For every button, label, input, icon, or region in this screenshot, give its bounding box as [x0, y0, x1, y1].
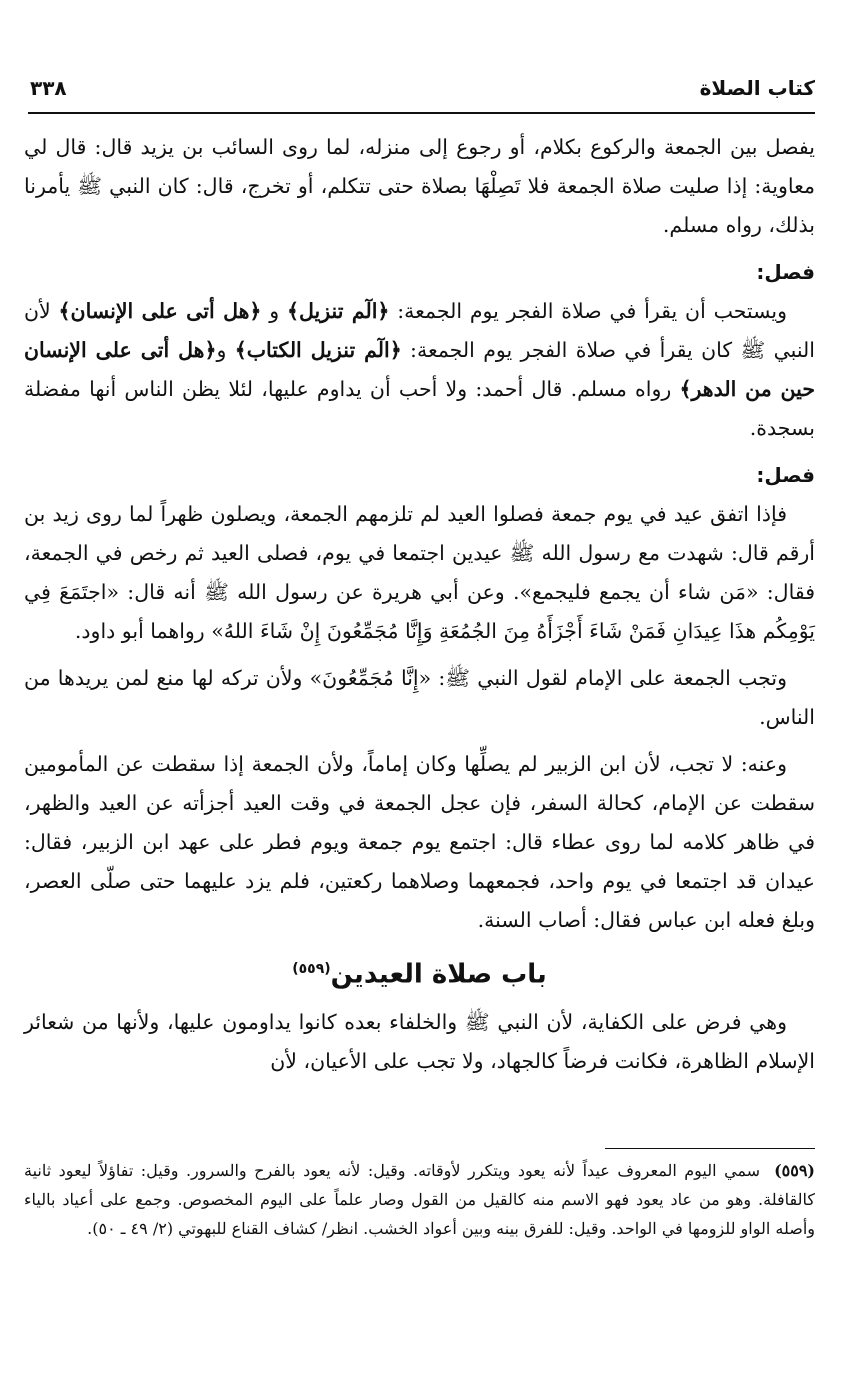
p2-part-e: و: [216, 338, 235, 362]
p2-part-d: لأن النبي ﷺ كان يقرأ في صلاة الفجر يوم الجمعة:: [24, 299, 815, 362]
paragraph-1: يفصل بين الجمعة والركوع بكلام، أو رجوع إلى منزله، لما روى السائب بن يزيد قال: قال لي معاوية: إذا صليت صلاة الجمعة فلا تَصِلْهَا بصلاة حتى تتكلم، أو تخرج، قال: كان النبي ﷺ يأمرنا بذلك، رواه مسلم.: [24, 135, 815, 237]
p2-part-a: ويستحب أن يقرأ في صلاة الفجر يوم الجمعة:: [389, 299, 788, 323]
page-number: ٣٣٨: [30, 76, 67, 100]
paragraph-5: وعنه: لا تجب، لأن ابن الزبير لم يصلِّها وكان إماماً، ولأن الجمعة إذا سقطت عن المأمومين سقطت عن الإمام، كحالة السفر، فإن عجل الجمعة في وقت العيد أجزأته عن العيد والظهر، في ظاهر كلامه لما روى عطاء قال: اجتمع يوم جمعة ويوم فطر على عهد ابن الزبير، فقال: عيدان قد اجتمعا في يوم واحد، فجمعهما وصلاهما ركعتين، فلم يزد عليهما حتى صلّى العصر، وبلغ فعله ابن عباس فقال: أصاب السنة.: [24, 752, 815, 932]
main-text: [24, 128, 815, 1089]
quran-ref-1: ﴿الٓم تنزيل﴾: [286, 299, 390, 323]
paragraph-6: وهي فرض على الكفاية، لأن النبي ﷺ والخلفاء بعده كانوا يداومون عليها، ولأنها من شعائر الإسلام الظاهرة، فكانت فرضاً كالجهاد، ولا تجب على الأعيان، لأن: [24, 1009, 815, 1073]
paragraph-4: وتجب الجمعة على الإمام لقول النبي ﷺ: «إِنَّا مُجَمِّعُونَ» ولأن تركه لها منع لمن يريدها من الناس.: [24, 666, 815, 729]
quran-ref-3: ﴿الٓم تنزيل الكتاب﴾: [234, 338, 402, 362]
paragraph-3: فإذا اتفق عيد في يوم جمعة فصلوا العيد لم تلزمهم الجمعة، ويصلون ظهراً لما روى زيد بن أرقم قال: شهدت مع رسول الله ﷺ عيدين اجتمعا في يوم، فصلى العيد ثم رخص في الجمعة، فقال: «مَن شاء أن يجمع فليجمع». وعن أبي هريرة عن رسول الله ﷺ أنه قال: «اجتَمَعَ فِي يَوْمِكُم هذَا عِيدَانِ فَمَنْ شَاءَ أَجْزَأَهُ مِنَ الجُمُعَةِ وَإِنَّا مُجَمِّعُونَ إِنْ شَاءَ اللهُ» رواهما أبو داود.: [24, 502, 815, 643]
header-divider: [28, 112, 815, 114]
chapter-footnote-ref: (٥٥٩): [292, 961, 331, 977]
running-title: كتاب الصلاة: [699, 76, 815, 100]
chapter-title: [24, 950, 815, 995]
quran-ref-2: ﴿هل أتى على الإنسان﴾: [58, 299, 262, 323]
footnote-number: (٥٥٩): [774, 1161, 815, 1180]
section-heading-1: فصل:: [756, 260, 815, 284]
quran-ref-4: ﴿هل أتى على الإنسان حين من الدهر﴾: [24, 338, 815, 401]
chapter-title-text: باب صلاة العيدين: [330, 959, 547, 990]
p2-part-f: رواه مسلم. قال أحمد: ولا أحب أن يداوم عليها، لئلا يظن الناس أنها مفضلة بسجدة.: [24, 377, 815, 440]
page-header: [30, 68, 815, 108]
footnote-divider: [605, 1148, 815, 1149]
p2-part-c: و: [261, 299, 287, 323]
paragraph-2: [24, 292, 815, 448]
footnote-text: سمي اليوم المعروف عيداً لأنه يعود ويتكرر لأوقاته. وقيل: لأنه يعود بالفرح والسرور. وقيل: تفاؤلاً ليعود ثانية كالقافلة. وهو من عاد يعود فهو الاسم منه كالقيل من القول وصار علماً على اليوم المخصوص. وجمع على أعياد بالياء وأصله الواو للزومها في الواحد. وقيل: للفرق بينه وبين أعواد الخشب. انظر/ كشاف القناع للبهوتي (٢/ ٤٩ ـ ٥٠).: [24, 1161, 815, 1238]
footnote: [24, 1156, 815, 1243]
section-heading-2: فصل:: [756, 463, 815, 487]
